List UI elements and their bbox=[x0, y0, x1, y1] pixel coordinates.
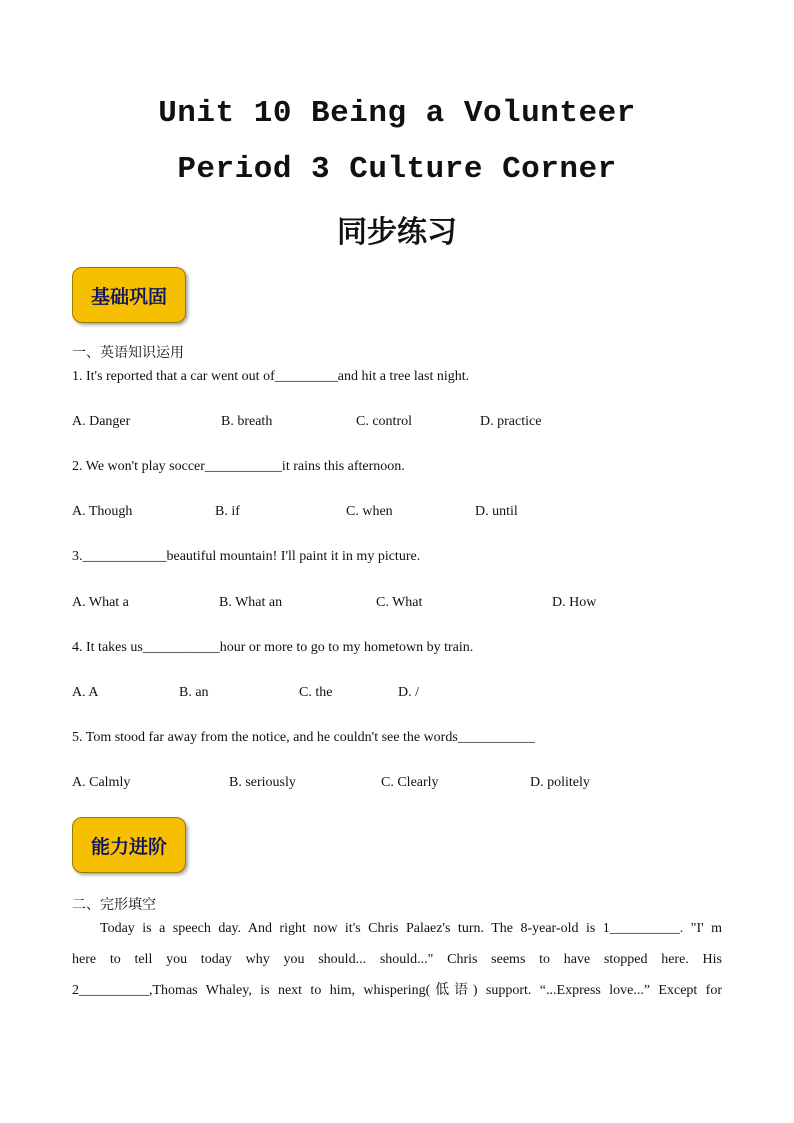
q1-option-b: B. breath bbox=[221, 414, 273, 429]
q2-option-b: B. if bbox=[215, 504, 240, 519]
q4-option-d: D. / bbox=[398, 685, 419, 700]
section1-heading: 一、英语知识运用 bbox=[72, 345, 184, 361]
q5-option-b: B. seriously bbox=[229, 775, 296, 790]
passage-line-1: Today is a speech day. And right now it's Chris Palaez's turn. The 8-year-old is 1__________. "I' m bbox=[100, 921, 722, 936]
q2-option-c: C. when bbox=[346, 504, 393, 519]
q2-option-d: D. until bbox=[475, 504, 518, 519]
question-5: 5. Tom stood far away from the notice, and he couldn't see the words___________ bbox=[72, 730, 535, 745]
q3-option-d: D. How bbox=[552, 595, 597, 610]
q3-option-c: C. What bbox=[376, 595, 423, 610]
q1-option-d: D. practice bbox=[480, 414, 542, 429]
question-2: 2. We won't play soccer___________it rains this afternoon. bbox=[72, 459, 405, 474]
q4-option-b: B. an bbox=[179, 685, 209, 700]
q1-option-c: C. control bbox=[356, 414, 412, 429]
question-4: 4. It takes us___________hour or more to go to my hometown by train. bbox=[72, 640, 474, 655]
q2-option-a: A. Though bbox=[72, 504, 133, 519]
cloze-passage bbox=[72, 913, 722, 1006]
section2-heading: 二、完形填空 bbox=[72, 897, 156, 913]
q5-option-a: A. Calmly bbox=[72, 775, 131, 790]
q3-option-a: A. What a bbox=[72, 595, 129, 610]
q5-option-d: D. politely bbox=[530, 775, 590, 790]
q4-option-a: A. A bbox=[72, 685, 99, 700]
question-1: 1. It's reported that a car went out of_________and hit a tree last night. bbox=[72, 369, 470, 384]
badge-basic: 基础巩固 bbox=[72, 267, 186, 323]
q5-option-c: C. Clearly bbox=[381, 775, 439, 790]
title-period: Period 3 Culture Corner bbox=[177, 152, 617, 187]
title-practice: 同步练习 bbox=[337, 215, 457, 250]
passage-line-3: 2__________,Thomas Whaley, is next to him, whispering(低语) support. “...Express love...” Except for bbox=[72, 983, 722, 998]
badge-advanced: 能力进阶 bbox=[72, 817, 186, 873]
q3-option-b: B. What an bbox=[219, 595, 283, 610]
title-unit: Unit 10 Being a Volunteer bbox=[158, 96, 636, 131]
question-3: 3.____________beautiful mountain! I'll paint it in my picture. bbox=[72, 549, 421, 564]
q1-option-a: A. Danger bbox=[72, 414, 131, 429]
q4-option-c: C. the bbox=[299, 685, 333, 700]
passage-line-2: here to tell you today why you should... should..." Chris seems to have stopped here. His bbox=[72, 952, 722, 967]
